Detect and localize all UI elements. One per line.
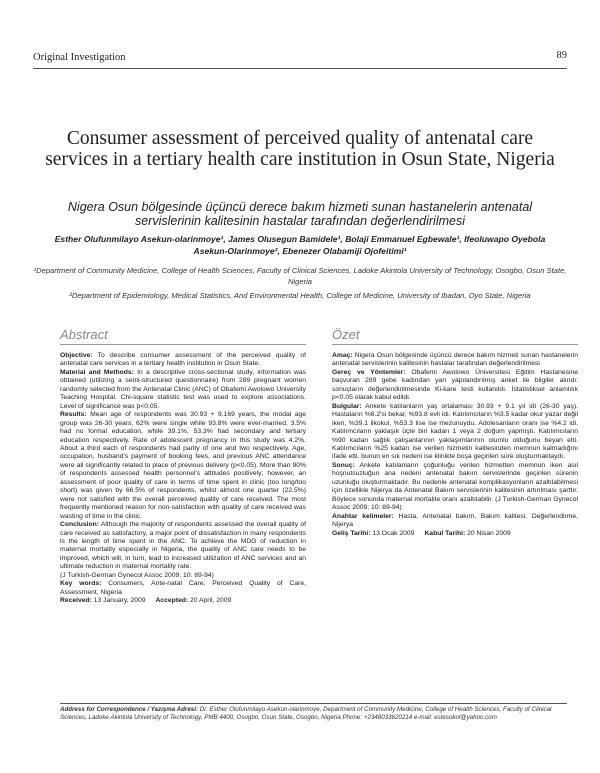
abstract-body xyxy=(60,352,306,606)
footer-divider xyxy=(60,703,567,704)
author-list: Esther Olufunmilayo Asekun-olarinmoye¹, James Olusegun Bamidele¹, Bolaji Emmanuel Egbewale¹, Ifeoluwapo Oyebola Asekun-Olarinmoye², Ebenezer Olabamiji Ojofeitimi¹ xyxy=(54,234,546,256)
ozet-dates: Geliş Tarihi: 13 Ocak 2009 Kabul Tarihi: 20 Nisan 2009 xyxy=(332,529,511,537)
affiliation-1: ¹Department of Community Medicine, College of Health Sciences, Faculty of Clinical Sciences, Ladoke Akintola University of Technology, Osogbo, Osun State, Nigeria xyxy=(33,266,567,286)
ozet-sonuc: Sonuç: Ankete katılanların çoğunluğu verilen hizmetten memnun iken asıl hoşnutsuzluğun ana nedeni antenatal bakım servislerinde geçirilen sürenin uzunluğu oluşturmaktadır. Bu nedenle antenatal komplikasyonların azaltılabilmesi için özellikle Nijerya da Antenatal Bakım servislerinin kalitesinin artırılması şarttır. Böylece sonunda maternal mortalite oranı azaltılabilir. (J Turkish-German Gynecol Assoc 2009; 10: 89-94) xyxy=(332,461,578,512)
ozet-gerec: Gereç ve Yöntemler: Obafemi Awolowo Üniversitesi Eğitim Hastanesine başvuran 289 gebe kadından yarı yapılandırılmış anket ile bilgiler alındı: sonuçların değerlendirilmesinde Ki-kare testi kullanıldı. İstatistiksel anlamlılık p<0.05 olarak kabul edildi. xyxy=(332,368,578,402)
article-subtitle-turkish: Nigera Osun bölgesinde üçüncü derece bakım hizmeti sunan hastanelerin antenatal servislerinin kalitesinin hastalar tarafından değerlendirilmesi xyxy=(67,200,533,228)
abstract-objective: Objective: To describe consumer assessment of the perceived quality of antenatal care services in a tertiary health institution in Osun State. xyxy=(60,352,306,368)
ozet-divider xyxy=(332,344,578,345)
correspondence-footer: Address for Correspondence / Yazışma Adresi: Dr. Esther Olufunmilayo Asekun-olarinmoye, Department of Community Medicine, College of Health Sciences, Faculty of Clinical Sciences, Ladoke Akintola University of Technology, PMB 4400, Osogbo, Osun State, Osogbo, Nigeria Phone: +2348033620214 e-mail: estesokol@yahoo.com xyxy=(60,706,552,721)
abstract-dates: Received: 13 January, 2009 Accepted: 20 April, 2009 xyxy=(60,597,232,605)
page-number: 89 xyxy=(556,50,567,61)
affiliation-2: ²Department of Epidemiology, Medical Statistics, And Environmental Health, College of Medicine, University of Ibadan, Oyo State, Nigeria xyxy=(69,291,531,300)
ozet-keywords: Anahtar kelimeler: Hasta, Antenatal bakım, Bakım kalitesi, Değerlendirme, Nijerya xyxy=(332,512,578,529)
ozet-heading: Özet xyxy=(332,327,360,342)
abstract-results: Results: Mean age of respondents was 30.93 + 9.169 years, the modal age group was 26-30 years, 62% were single while 93.8% were ever-married, 3.5% had no formal education, while 39.1%, 53.3% had secondary and tertiary education respectively. Rate of adolescent pregnancy in this study was 4.2%. About a third each of respondents had parity of one and two respectively. Age, occupation, husband's payment of booking fees, and previous ANC attendance were all significantly related to place of previous delivery (p<0.05). More than 90% of respondents assessed health personnel's attitudes positively; however, an assessment of poor quality of care in terms of time spent in clinic (too long/too short) was given by 66.5% of respondents, whilst almost one quarter (22.5%) were not satisfied with the overall perceived quality of care received. The most frequently mentioned reason for non-satisfaction with quality of care received was wasting of time in the clinic. xyxy=(60,411,306,520)
abstract-methods: Material and Methods: In a descriptive cross-sectional study, information was obtained (utilizing a semi-structured questionnaire) from 289 pregnant women randomly selected from the Antenatal Clinic (ANC) of Obafemi Awolowo University Teaching Hospital. Chi-square statistic test was used to explore associations. Level of significance was p<0.05. xyxy=(60,368,306,410)
article-title: Consumer assessment of perceived quality of antenatal care services in a tertiary health care institution in Osun State, Nigeria xyxy=(45,128,555,170)
ozet-amac: Amaç: Nigera Osun bölgesinde üçüncü derece bakım hizmeti sunan hastanelerin antenatal servislerinin kalitesinin hastalar tarafından değerlendirilmesi xyxy=(332,352,578,368)
journal-section-label: Original Investigation xyxy=(33,52,126,63)
abstract-heading: Abstract xyxy=(60,327,108,342)
abstract-citation: (J Turkish-German Gynecol Assoc 2009; 10: 89-94) xyxy=(60,571,214,579)
abstract-keywords: Key words: Consumers, Ante-natal Care, Perceived Quality of Care, Assessment, Nigeria xyxy=(60,580,306,596)
ozet-body xyxy=(332,352,578,538)
header-divider xyxy=(33,68,567,69)
ozet-bulgular: Bulgular: Ankete katılanların yaş ortalaması 30.93 + 9.1 yıl idi (26-30 yaş). Hastaların %6.2'si bekar, %93.8 evli idi. Katılımcıların %3.5 kadar okur yazar değil iken, %39.1 ilkokul, %53.3 lise ise mezunuydu. Adolesanların oranı ise %4.2 idi. Katılımcıların yaklaşık üçte biri kadarı 1 veya 2 doğum yapmıştı. Katılımcıların %90 kadarı sağlık çalışanlarının yaklaşımlarının olumlu olduğunu beyan etti. Katılımcıların %25 kadarı ise verilen hizmetin kalitesinden memnun kalmadığını ifade etti. bunun en sık nedeni ise klinikte boşa geçirilen süre oluşturmaktaydı. xyxy=(332,402,578,461)
abstract-divider xyxy=(60,344,306,345)
abstract-conclusion: Conclusion: Although the majority of respondents assessed the overall quality of care received as satisfactory, a major point of dissatisfaction in many respondents is the length of time spent in the ANC. To achieve the MDG of reduction in maternal mortality especially in Nigeria, the quality of ANC care needs to be improved, which will, in turn, lead to increased utilization of ANC services and an ultimate reduction in maternal mortality rate. xyxy=(60,521,306,571)
